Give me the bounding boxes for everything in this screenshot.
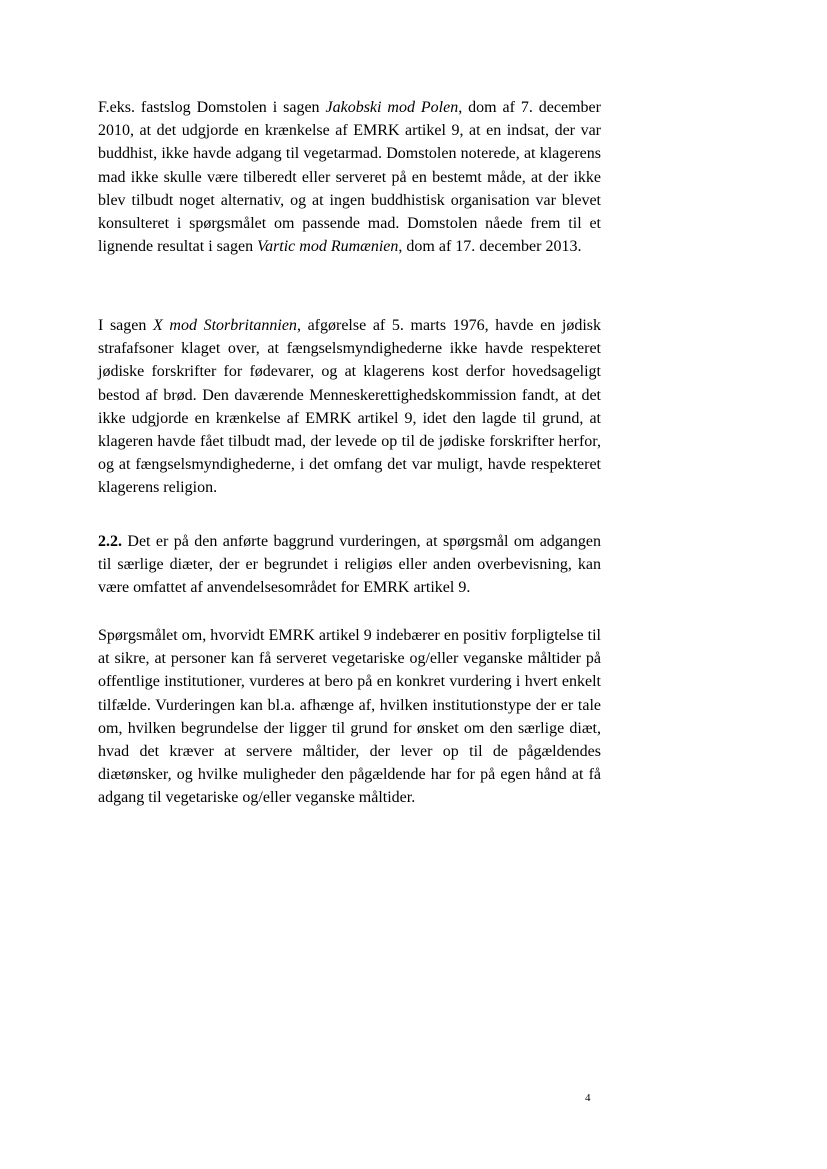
paragraph-text: F.eks. fastslog Domstolen i sagen	[98, 99, 326, 116]
paragraph-section-2-2	[98, 530, 601, 600]
paragraph-positive-obligation	[98, 624, 601, 810]
paragraph-text: , dom af 7. december 2010, at det udgjorde en krænkelse af EMRK artikel 9, at en indsat, der var buddhist, ikke havde adgang til vegetarmad. Domstolen noterede, at klagerens mad ikke skulle være tilberedt eller serveret på en bestemt måde, at der ikke blev tilbudt noget alternativ, og at ingen buddhistisk organisation var blevet konsulteret i spørgsmålet om passende mad. Domstolen nåede frem til et lignende resultat i sagen	[98, 99, 601, 256]
paragraph-text: Spørgsmålet om, hvorvidt EMRK artikel 9 indebærer en positiv forpligtelse til at sikre, at personer kan få serveret vegetariske og/eller veganske måltider på offentlige institutioner, vurderes at bero på en konkret vurdering i hvert enkelt tilfælde. Vurderingen kan bl.a. afhænge af, hvilken institutionstype der er tale om, hvilken begrundelse der ligger til grund for ønsket om den særlige diæt, hvad det kræver at servere måltider, der lever op til de pågældendes diætønsker, og hvilke muligheder den pågældende har for på egen hånd at få adgang til vegetariske og/eller veganske måltider.	[98, 627, 601, 807]
paragraph-text: , dom af 17. december 2013.	[398, 238, 582, 256]
case-name-vartic: Vartic mod Rumænien	[257, 238, 399, 256]
paragraph-text: Det er på den anførte baggrund vurderingen, at spørgsmål om adgangen til særlige diæter, der er begrundet i religiøs eller anden overbevisning, kan være omfattet af anvendelsesområdet for EMRK artikel 9.	[98, 533, 601, 597]
paragraph-text: , afgørelse af 5. marts 1976, havde en jødisk strafafsoner klaget over, at fængselsmyndighederne ikke havde respekteret jødiske forskrifter for fødevarer, og at klagerens kost derfor hovedsageligt bestod af brød. Den daværende Menneskerettighedskommission fandt, at det ikke udgjorde en krænkelse af EMRK artikel 9, idet den lagde til grund, at klageren havde fået tilbudt mad, der levede op til de jødiske forskrifter herfor, og at fængselsmyndighederne, i det omfang det var muligt, havde respekteret klagerens religion.	[98, 317, 601, 497]
section-number: 2.2.	[98, 533, 122, 550]
case-name-x: X mod Storbritannien	[153, 317, 297, 334]
paragraph-jakobski	[98, 96, 601, 258]
page-number: 4	[585, 1092, 591, 1104]
paragraph-x-mod-storbritannien	[98, 314, 601, 500]
paragraph-text: I sagen	[98, 317, 154, 334]
case-name-jakobski: Jakobski mod Polen	[325, 99, 459, 116]
